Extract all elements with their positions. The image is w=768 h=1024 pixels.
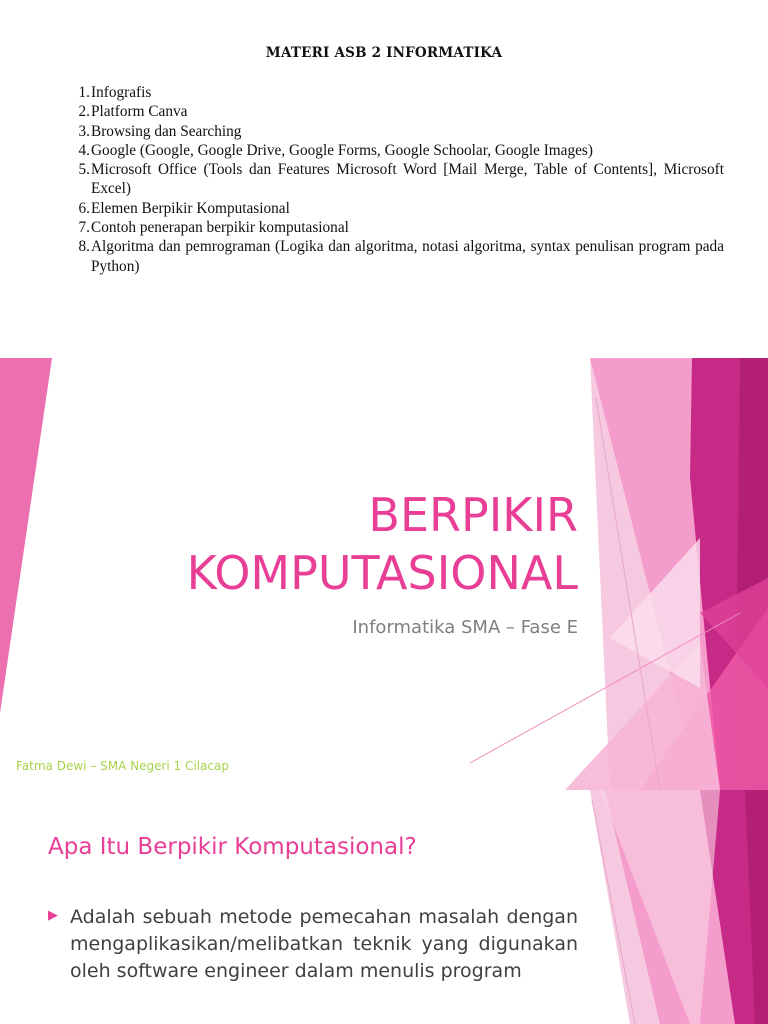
list-number: 7. — [78, 219, 90, 237]
slide-subtitle: Informatika SMA – Fase E — [352, 617, 578, 638]
list-number: 1. — [78, 84, 90, 101]
slide-title-line1: BERPIKIR — [368, 488, 578, 542]
author-credit: Fatma Dewi – SMA Negeri 1 Cilacap — [16, 759, 229, 773]
title-slide — [0, 358, 768, 790]
slide-title-line2: KOMPUTASIONAL — [186, 546, 578, 600]
slide-heading: Apa Itu Berpikir Komputasional? — [48, 834, 417, 860]
list-number: 3. — [78, 122, 90, 140]
triangle-bullet-icon: ▶ — [48, 908, 58, 923]
list-number: 2. — [78, 103, 90, 121]
list-item — [64, 83, 724, 102]
list-item — [64, 218, 724, 237]
list-item — [64, 160, 724, 199]
bullet-item — [48, 904, 578, 985]
slide-title — [187, 486, 578, 602]
topic-list — [64, 83, 724, 276]
list-item — [64, 102, 724, 121]
list-text: Microsoft Office (Tools dan Features Microsoft Word [Mail Merge, Table of Contents], Microsoft Excel) — [91, 161, 724, 198]
document-page — [0, 0, 768, 358]
list-number: 8. — [78, 238, 90, 256]
list-item — [64, 122, 724, 141]
list-item — [64, 237, 724, 276]
content-slide — [0, 790, 768, 1024]
list-text: Browsing dan Searching — [91, 122, 242, 140]
list-text: Infografis — [91, 84, 152, 101]
list-number: 5. — [78, 161, 90, 179]
list-text: Algoritma dan pemrograman (Logika dan algoritma, notasi algoritma, syntax penulisan program pada Python) — [91, 238, 724, 275]
list-text: Google (Google, Google Drive, Google Forms, Google Schoolar, Google Images) — [91, 141, 593, 159]
list-text: Platform Canva — [91, 103, 188, 121]
list-number: 6. — [78, 199, 90, 217]
bullet-text: Adalah sebuah metode pemecahan masalah dengan mengaplikasikan/melibatkan teknik yang digunakan oleh software engineer dalam menulis program — [70, 906, 578, 982]
list-text: Elemen Berpikir Komputasional — [91, 199, 290, 217]
list-item — [64, 141, 724, 160]
list-item — [64, 199, 724, 218]
left-pink-wedge — [0, 358, 52, 713]
list-text: Contoh penerapan berpikir komputasional — [91, 219, 349, 237]
list-number: 4. — [78, 141, 90, 159]
document-title: MATERI ASB 2 INFORMATIKA — [265, 45, 503, 61]
